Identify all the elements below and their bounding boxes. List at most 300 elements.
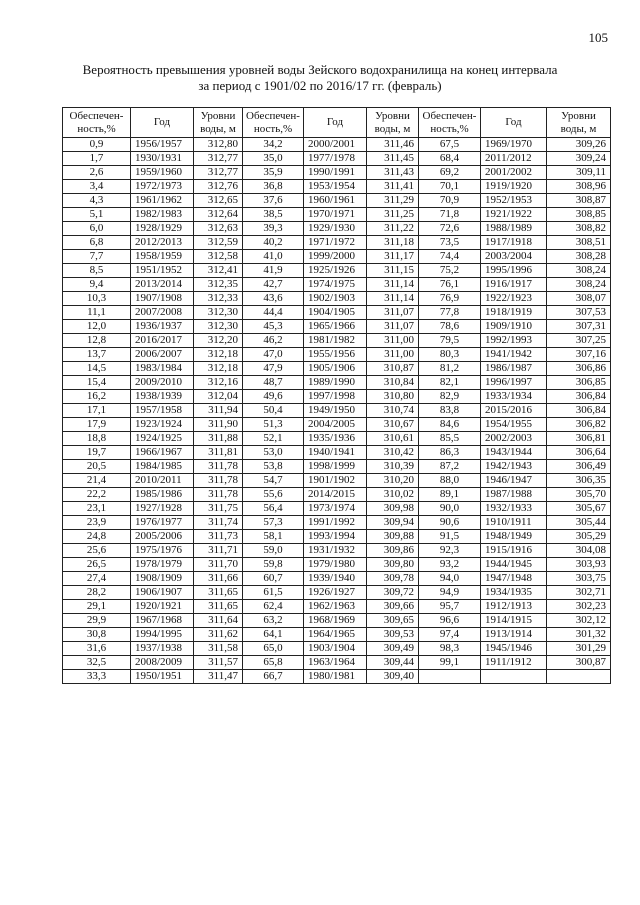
- probability-cell: 59,0: [243, 544, 304, 558]
- probability-cell: 75,2: [419, 264, 481, 278]
- level-cell: 310,67: [367, 418, 419, 432]
- year-cell: 1969/1970: [481, 138, 547, 152]
- probability-cell: 72,6: [419, 222, 481, 236]
- level-cell: 312,76: [194, 180, 243, 194]
- probability-cell: 48,7: [243, 376, 304, 390]
- year-cell: 1970/1971: [304, 208, 367, 222]
- year-cell: 1941/1942: [481, 348, 547, 362]
- level-cell: 310,20: [367, 474, 419, 488]
- table-row: [63, 656, 611, 670]
- year-cell: 1993/1994: [304, 530, 367, 544]
- year-cell: 1907/1908: [131, 292, 194, 306]
- year-cell: 2012/2013: [131, 236, 194, 250]
- page-number: 105: [588, 30, 608, 45]
- year-cell: 1934/1935: [481, 586, 547, 600]
- level-cell: 306,86: [547, 362, 611, 376]
- level-cell: 309,44: [367, 656, 419, 670]
- level-cell: 309,66: [367, 600, 419, 614]
- level-cell: 309,72: [367, 586, 419, 600]
- year-cell: 2016/2017: [131, 334, 194, 348]
- probability-cell: 65,0: [243, 642, 304, 656]
- table-row: [63, 432, 611, 446]
- probability-cell: 12,8: [63, 334, 131, 348]
- level-cell: 308,24: [547, 278, 611, 292]
- table-row: [63, 404, 611, 418]
- probability-cell: 41,9: [243, 264, 304, 278]
- table-row: [63, 670, 611, 684]
- year-cell: 1986/1987: [481, 362, 547, 376]
- level-cell: 305,29: [547, 530, 611, 544]
- level-cell: 311,75: [194, 502, 243, 516]
- probability-table: [62, 107, 611, 684]
- table-row: [63, 446, 611, 460]
- probability-cell: 41,0: [243, 250, 304, 264]
- year-cell: 1942/1943: [481, 460, 547, 474]
- probability-cell: 96,6: [419, 614, 481, 628]
- probability-cell: 90,0: [419, 502, 481, 516]
- table-row: [63, 264, 611, 278]
- table-row: [63, 558, 611, 572]
- year-cell: 1990/1991: [304, 166, 367, 180]
- probability-cell: 22,2: [63, 488, 131, 502]
- level-cell: 306,81: [547, 432, 611, 446]
- probability-cell: 13,7: [63, 348, 131, 362]
- year-cell: 1952/1953: [481, 194, 547, 208]
- level-cell: 310,42: [367, 446, 419, 460]
- year-cell: 1910/1911: [481, 516, 547, 530]
- year-cell: 1938/1939: [131, 390, 194, 404]
- level-cell: 311,00: [367, 348, 419, 362]
- document-title: [0, 62, 640, 94]
- probability-cell: 64,1: [243, 628, 304, 642]
- probability-cell: 63,2: [243, 614, 304, 628]
- probability-cell: 76,1: [419, 278, 481, 292]
- probability-cell: 31,6: [63, 642, 131, 656]
- table-row: [63, 628, 611, 642]
- level-cell: 310,80: [367, 390, 419, 404]
- year-cell: 1996/1997: [481, 376, 547, 390]
- year-cell: 1947/1948: [481, 572, 547, 586]
- probability-cell: 24,8: [63, 530, 131, 544]
- year-cell: 2015/2016: [481, 404, 547, 418]
- level-cell: 311,41: [367, 180, 419, 194]
- level-cell: 309,26: [547, 138, 611, 152]
- table-row: [63, 194, 611, 208]
- level-cell: 310,02: [367, 488, 419, 502]
- probability-cell: 17,1: [63, 404, 131, 418]
- probability-cell: 87,2: [419, 460, 481, 474]
- probability-cell: 61,5: [243, 586, 304, 600]
- year-cell: 2007/2008: [131, 306, 194, 320]
- year-cell: 2000/2001: [304, 138, 367, 152]
- level-cell: 305,44: [547, 516, 611, 530]
- probability-cell: 6,8: [63, 236, 131, 250]
- year-cell: 1914/1915: [481, 614, 547, 628]
- level-cell: 311,45: [367, 152, 419, 166]
- table-row: [63, 138, 611, 152]
- level-cell: 305,70: [547, 488, 611, 502]
- level-cell: 312,41: [194, 264, 243, 278]
- probability-cell: 1,7: [63, 152, 131, 166]
- probability-cell: 51,3: [243, 418, 304, 432]
- probability-cell: 93,2: [419, 558, 481, 572]
- year-cell: 2014/2015: [304, 488, 367, 502]
- probability-cell: 65,8: [243, 656, 304, 670]
- level-cell: 310,39: [367, 460, 419, 474]
- probability-cell: 70,9: [419, 194, 481, 208]
- year-cell: 1917/1918: [481, 236, 547, 250]
- probability-cell: 43,6: [243, 292, 304, 306]
- level-cell: 305,67: [547, 502, 611, 516]
- level-cell: 311,73: [194, 530, 243, 544]
- year-cell: 1963/1964: [304, 656, 367, 670]
- probability-cell: 9,4: [63, 278, 131, 292]
- level-cell: 312,04: [194, 390, 243, 404]
- year-cell: 1967/1968: [131, 614, 194, 628]
- table-row: [63, 152, 611, 166]
- probability-cell: 92,3: [419, 544, 481, 558]
- probability-cell: 83,8: [419, 404, 481, 418]
- probability-cell: 94,9: [419, 586, 481, 600]
- probability-cell: 12,0: [63, 320, 131, 334]
- level-cell: 307,16: [547, 348, 611, 362]
- probability-cell: 77,8: [419, 306, 481, 320]
- year-cell: 2004/2005: [304, 418, 367, 432]
- level-cell: 311,43: [367, 166, 419, 180]
- year-cell: 1933/1934: [481, 390, 547, 404]
- probability-cell: 26,5: [63, 558, 131, 572]
- probability-cell: 47,9: [243, 362, 304, 376]
- column-header: Год: [481, 108, 547, 138]
- level-cell: [547, 670, 611, 684]
- year-cell: 2008/2009: [131, 656, 194, 670]
- probability-cell: 86,3: [419, 446, 481, 460]
- level-cell: 307,31: [547, 320, 611, 334]
- table-row: [63, 292, 611, 306]
- level-cell: 306,49: [547, 460, 611, 474]
- level-cell: 301,29: [547, 642, 611, 656]
- year-cell: 1946/1947: [481, 474, 547, 488]
- level-cell: 311,18: [367, 236, 419, 250]
- year-cell: 1927/1928: [131, 502, 194, 516]
- probability-cell: 47,0: [243, 348, 304, 362]
- level-cell: 311,17: [367, 250, 419, 264]
- probability-cell: 40,2: [243, 236, 304, 250]
- level-cell: 309,53: [367, 628, 419, 642]
- table-row: [63, 516, 611, 530]
- table-row: [63, 600, 611, 614]
- year-cell: 1964/1965: [304, 628, 367, 642]
- level-cell: 312,80: [194, 138, 243, 152]
- level-cell: 312,63: [194, 222, 243, 236]
- probability-cell: 50,4: [243, 404, 304, 418]
- probability-cell: 33,3: [63, 670, 131, 684]
- table-row: [63, 572, 611, 586]
- table-row: [63, 390, 611, 404]
- year-cell: 1912/1913: [481, 600, 547, 614]
- year-cell: 1940/1941: [304, 446, 367, 460]
- level-cell: 309,65: [367, 614, 419, 628]
- year-cell: 1908/1909: [131, 572, 194, 586]
- year-cell: 1992/1993: [481, 334, 547, 348]
- year-cell: 1971/1972: [304, 236, 367, 250]
- level-cell: 311,22: [367, 222, 419, 236]
- title-line-1: Вероятность превышения уровней воды Зейского водохранилища на конец интервала: [82, 62, 558, 77]
- probability-cell: 67,5: [419, 138, 481, 152]
- year-cell: 1939/1940: [304, 572, 367, 586]
- probability-cell: 71,8: [419, 208, 481, 222]
- probability-cell: [419, 670, 481, 684]
- probability-cell: 19,7: [63, 446, 131, 460]
- level-cell: 311,07: [367, 320, 419, 334]
- probability-cell: 7,7: [63, 250, 131, 264]
- level-cell: 311,07: [367, 306, 419, 320]
- level-cell: 306,82: [547, 418, 611, 432]
- level-cell: 311,65: [194, 600, 243, 614]
- probability-cell: 85,5: [419, 432, 481, 446]
- probability-cell: 29,1: [63, 600, 131, 614]
- column-header: Обеспечен-ность,%: [243, 108, 304, 138]
- probability-cell: 69,2: [419, 166, 481, 180]
- year-cell: 1978/1979: [131, 558, 194, 572]
- year-cell: 2011/2012: [481, 152, 547, 166]
- year-cell: 1921/1922: [481, 208, 547, 222]
- level-cell: 311,58: [194, 642, 243, 656]
- probability-cell: 38,5: [243, 208, 304, 222]
- level-cell: 302,12: [547, 614, 611, 628]
- probability-cell: 6,0: [63, 222, 131, 236]
- level-cell: 312,16: [194, 376, 243, 390]
- level-cell: 311,71: [194, 544, 243, 558]
- level-cell: 306,84: [547, 404, 611, 418]
- year-cell: 1982/1983: [131, 208, 194, 222]
- level-cell: 308,28: [547, 250, 611, 264]
- level-cell: 308,82: [547, 222, 611, 236]
- level-cell: 311,81: [194, 446, 243, 460]
- probability-cell: 25,6: [63, 544, 131, 558]
- year-cell: 1925/1926: [304, 264, 367, 278]
- table-body: [63, 138, 611, 684]
- probability-cell: 3,4: [63, 180, 131, 194]
- probability-cell: 28,2: [63, 586, 131, 600]
- year-cell: 1958/1959: [131, 250, 194, 264]
- year-cell: 1991/1992: [304, 516, 367, 530]
- probability-cell: 80,3: [419, 348, 481, 362]
- level-cell: 303,75: [547, 572, 611, 586]
- table-row: [63, 544, 611, 558]
- table-row: [63, 222, 611, 236]
- year-cell: 1976/1977: [131, 516, 194, 530]
- year-cell: 1972/1973: [131, 180, 194, 194]
- probability-cell: 88,0: [419, 474, 481, 488]
- year-cell: 2013/2014: [131, 278, 194, 292]
- table-row: [63, 348, 611, 362]
- level-cell: 306,35: [547, 474, 611, 488]
- year-cell: 1905/1906: [304, 362, 367, 376]
- year-cell: 1926/1927: [304, 586, 367, 600]
- probability-cell: 84,6: [419, 418, 481, 432]
- level-cell: 311,00: [367, 334, 419, 348]
- year-cell: 1988/1989: [481, 222, 547, 236]
- level-cell: 311,88: [194, 432, 243, 446]
- probability-cell: 10,3: [63, 292, 131, 306]
- probability-cell: 2,6: [63, 166, 131, 180]
- year-cell: 1974/1975: [304, 278, 367, 292]
- year-cell: 1983/1984: [131, 362, 194, 376]
- probability-cell: 23,1: [63, 502, 131, 516]
- probability-cell: 29,9: [63, 614, 131, 628]
- probability-cell: 14,5: [63, 362, 131, 376]
- table-row: [63, 320, 611, 334]
- probability-cell: 11,1: [63, 306, 131, 320]
- table-row: [63, 180, 611, 194]
- probability-cell: 55,6: [243, 488, 304, 502]
- year-cell: 1928/1929: [131, 222, 194, 236]
- level-cell: 311,25: [367, 208, 419, 222]
- level-cell: 304,08: [547, 544, 611, 558]
- year-cell: 1920/1921: [131, 600, 194, 614]
- level-cell: 308,87: [547, 194, 611, 208]
- level-cell: 307,53: [547, 306, 611, 320]
- level-cell: 308,07: [547, 292, 611, 306]
- year-cell: 1922/1923: [481, 292, 547, 306]
- probability-cell: 30,8: [63, 628, 131, 642]
- probability-cell: 89,1: [419, 488, 481, 502]
- probability-cell: 36,8: [243, 180, 304, 194]
- year-cell: 2002/2003: [481, 432, 547, 446]
- level-cell: 311,62: [194, 628, 243, 642]
- probability-cell: 90,6: [419, 516, 481, 530]
- table-row: [63, 236, 611, 250]
- probability-cell: 62,4: [243, 600, 304, 614]
- level-cell: 303,93: [547, 558, 611, 572]
- year-cell: 1949/1950: [304, 404, 367, 418]
- level-cell: 311,65: [194, 586, 243, 600]
- level-cell: 309,24: [547, 152, 611, 166]
- year-cell: 1957/1958: [131, 404, 194, 418]
- probability-cell: 76,9: [419, 292, 481, 306]
- level-cell: 309,98: [367, 502, 419, 516]
- column-header: Уровни воды, м: [547, 108, 611, 138]
- probability-cell: 73,5: [419, 236, 481, 250]
- probability-cell: 32,5: [63, 656, 131, 670]
- year-cell: 1977/1978: [304, 152, 367, 166]
- year-cell: 1944/1945: [481, 558, 547, 572]
- level-cell: 306,84: [547, 390, 611, 404]
- year-cell: 1906/1907: [131, 586, 194, 600]
- level-cell: 311,14: [367, 292, 419, 306]
- level-cell: 309,78: [367, 572, 419, 586]
- probability-cell: 68,4: [419, 152, 481, 166]
- year-cell: 1975/1976: [131, 544, 194, 558]
- probability-cell: 49,6: [243, 390, 304, 404]
- level-cell: 301,32: [547, 628, 611, 642]
- year-cell: 1916/1917: [481, 278, 547, 292]
- year-cell: 1948/1949: [481, 530, 547, 544]
- probability-cell: 5,1: [63, 208, 131, 222]
- probability-cell: 98,3: [419, 642, 481, 656]
- level-cell: 309,11: [547, 166, 611, 180]
- level-cell: 311,47: [194, 670, 243, 684]
- table-row: [63, 474, 611, 488]
- year-cell: 1918/1919: [481, 306, 547, 320]
- probability-cell: 16,2: [63, 390, 131, 404]
- table-row: [63, 362, 611, 376]
- probability-cell: 99,1: [419, 656, 481, 670]
- level-cell: 310,87: [367, 362, 419, 376]
- level-cell: 311,29: [367, 194, 419, 208]
- level-cell: 312,64: [194, 208, 243, 222]
- level-cell: 309,88: [367, 530, 419, 544]
- year-cell: 1985/1986: [131, 488, 194, 502]
- level-cell: 306,85: [547, 376, 611, 390]
- table-row: [63, 642, 611, 656]
- level-cell: 311,46: [367, 138, 419, 152]
- level-cell: 308,24: [547, 264, 611, 278]
- level-cell: 302,71: [547, 586, 611, 600]
- probability-cell: 57,3: [243, 516, 304, 530]
- column-header: Обеспечен-ность,%: [419, 108, 481, 138]
- probability-cell: 35,9: [243, 166, 304, 180]
- year-cell: 1929/1930: [304, 222, 367, 236]
- year-cell: [481, 670, 547, 684]
- year-cell: 1932/1933: [481, 502, 547, 516]
- year-cell: 1909/1910: [481, 320, 547, 334]
- year-cell: 1960/1961: [304, 194, 367, 208]
- year-cell: 1913/1914: [481, 628, 547, 642]
- level-cell: 311,15: [367, 264, 419, 278]
- level-cell: 312,77: [194, 152, 243, 166]
- probability-cell: 42,7: [243, 278, 304, 292]
- probability-cell: 97,4: [419, 628, 481, 642]
- level-cell: 312,18: [194, 362, 243, 376]
- table-row: [63, 208, 611, 222]
- year-cell: 1995/1996: [481, 264, 547, 278]
- level-cell: 312,30: [194, 320, 243, 334]
- probability-cell: 34,2: [243, 138, 304, 152]
- column-header: Уровни воды, м: [194, 108, 243, 138]
- level-cell: 312,30: [194, 306, 243, 320]
- probability-cell: 74,4: [419, 250, 481, 264]
- probability-cell: 95,7: [419, 600, 481, 614]
- column-header: Год: [131, 108, 194, 138]
- level-cell: 309,86: [367, 544, 419, 558]
- level-cell: 310,84: [367, 376, 419, 390]
- table-row: [63, 614, 611, 628]
- year-cell: 1937/1938: [131, 642, 194, 656]
- level-cell: 307,25: [547, 334, 611, 348]
- year-cell: 1911/1912: [481, 656, 547, 670]
- table-row: [63, 488, 611, 502]
- probability-cell: 59,8: [243, 558, 304, 572]
- table-row: [63, 250, 611, 264]
- table-row: [63, 418, 611, 432]
- probability-cell: 23,9: [63, 516, 131, 530]
- table-row: [63, 306, 611, 320]
- probability-cell: 17,9: [63, 418, 131, 432]
- probability-cell: 66,7: [243, 670, 304, 684]
- table-row: [63, 334, 611, 348]
- year-cell: 1987/1988: [481, 488, 547, 502]
- year-cell: 2006/2007: [131, 348, 194, 362]
- probability-cell: 44,4: [243, 306, 304, 320]
- level-cell: 302,23: [547, 600, 611, 614]
- level-cell: 309,94: [367, 516, 419, 530]
- year-cell: 1979/1980: [304, 558, 367, 572]
- table-row: [63, 502, 611, 516]
- year-cell: 1998/1999: [304, 460, 367, 474]
- column-header: Обеспечен-ность,%: [63, 108, 131, 138]
